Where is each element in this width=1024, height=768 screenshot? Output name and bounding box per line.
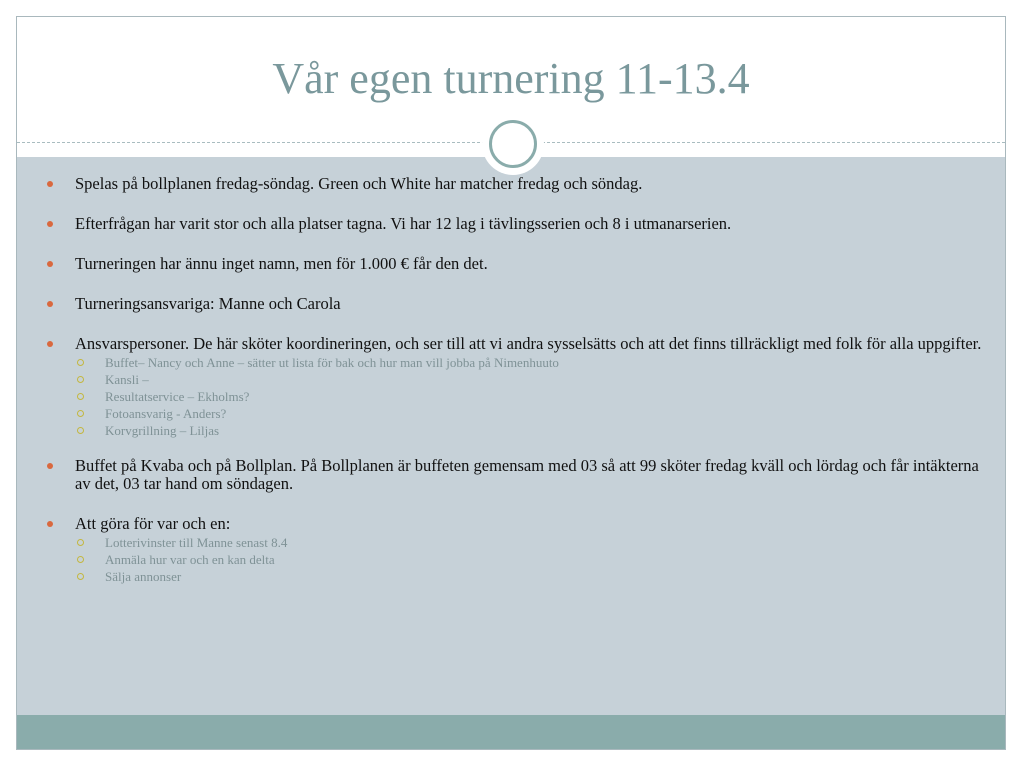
sub-item: Fotoansvarig - Anders? (75, 405, 983, 422)
bullet-item-schedule (43, 175, 983, 193)
bullet-text: Att göra för var och en: (75, 514, 231, 533)
bullet-item-responsible (43, 335, 983, 439)
sub-item: Sälja annonser (75, 568, 983, 585)
sub-item: Resultatservice – Ekholms? (75, 388, 983, 405)
slide (16, 16, 1006, 750)
bullet-text: Spelas på bollplanen fredag-söndag. Green och White har matcher fredag och söndag. (75, 174, 643, 193)
bullet-item-todo (43, 515, 983, 585)
sub-item: Buffet– Nancy och Anne – sätter ut lista för bak och hur man vill jobba på Nimenhuuto (75, 354, 983, 371)
bullet-text: Ansvarspersoner. De här sköter koordineringen, och ser till att vi andra sysselsätts och att det finns tillräckligt med folk för alla uppgifter. (75, 334, 982, 353)
bullet-item-demand (43, 215, 983, 233)
ring-ornament-icon (489, 120, 537, 168)
bullet-text: Efterfrågan har varit stor och alla platser tagna. Vi har 12 lag i tävlingsserien och 8 i utmanarserien. (75, 214, 732, 233)
bullet-list (43, 175, 983, 585)
sub-list-responsible (75, 354, 983, 439)
footer-bar (17, 715, 1005, 749)
sub-item: Anmäla hur var och en kan delta (75, 551, 983, 568)
sub-item: Korvgrillning – Liljas (75, 422, 983, 439)
bullet-text: Turneringen har ännu inget namn, men för 1.000 € får den det. (75, 254, 488, 273)
sub-list-todo (75, 534, 983, 585)
bullet-text: Buffet på Kvaba och på Bollplan. På Bollplanen är buffeten gemensam med 03 så att 99 sköter fredag kväll och lördag och får intäkterna av det, 03 tar hand om söndagen. (75, 456, 979, 493)
sub-item: Lotterivinster till Manne senast 8.4 (75, 534, 983, 551)
bullet-item-organizers (43, 295, 983, 313)
bullet-item-buffet (43, 457, 983, 493)
bullet-content (43, 175, 983, 601)
sub-item: Kansli – (75, 371, 983, 388)
bullet-text: Turneringsansvariga: Manne och Carola (75, 294, 341, 313)
bullet-item-name (43, 255, 983, 273)
slide-title: Vår egen turnering 11-13.4 (272, 54, 750, 103)
